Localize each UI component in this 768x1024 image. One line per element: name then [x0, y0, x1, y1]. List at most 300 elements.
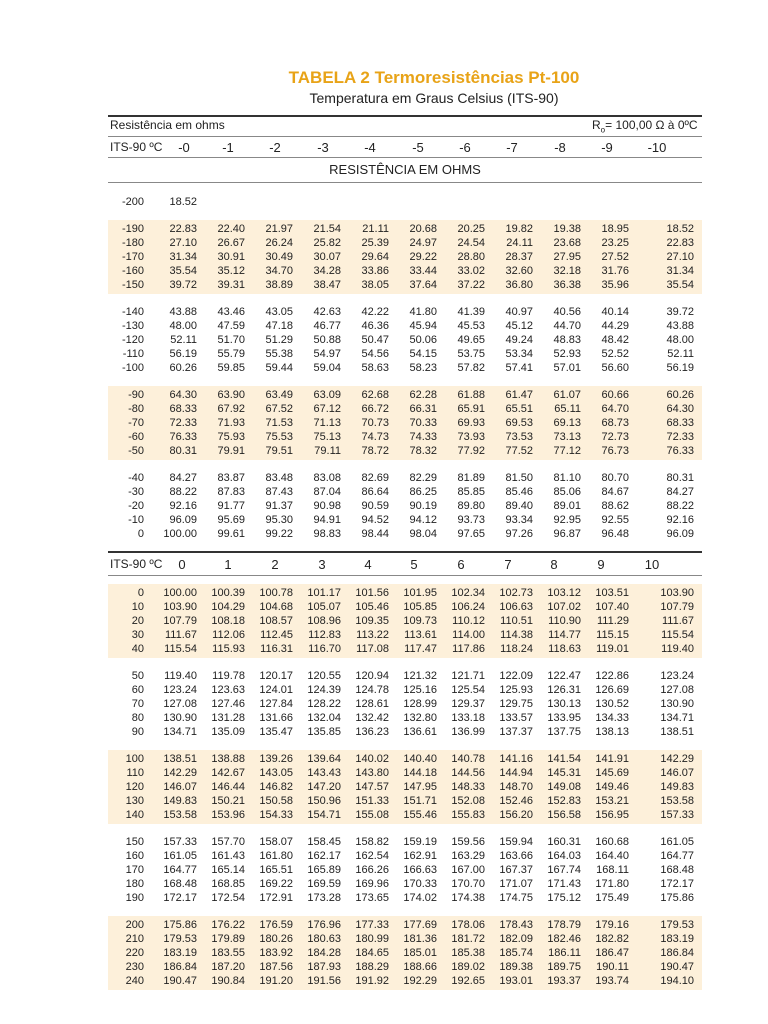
resistance-cell: 135.85: [307, 726, 341, 738]
resistance-cell: 32.60: [505, 265, 533, 277]
resistance-cell: 60.26: [169, 362, 197, 374]
row-temperature: -160: [121, 265, 144, 277]
resistance-cell: 123.24: [660, 670, 694, 682]
resistance-cell: 84.27: [666, 486, 694, 498]
resistance-cell: 124.39: [307, 684, 341, 696]
resistance-cell: 34.70: [265, 265, 293, 277]
resistance-cell: 149.83: [163, 795, 197, 807]
resistance-cell: 152.46: [499, 795, 533, 807]
resistance-cell: 168.48: [660, 864, 694, 876]
resistance-cell: 158.07: [259, 836, 293, 848]
table-row: [108, 600, 702, 614]
resistance-cell: 68.73: [601, 417, 629, 429]
table-row: [108, 946, 702, 960]
resistance-cell: 48.42: [601, 334, 629, 346]
resistance-cell: 91.37: [265, 500, 293, 512]
resistance-cell: 183.19: [163, 947, 197, 959]
column-header: 7: [504, 557, 512, 572]
resistance-cell: 146.44: [211, 781, 245, 793]
resistance-cell: 92.16: [169, 500, 197, 512]
resistance-cell: 54.15: [409, 348, 437, 360]
resistance-cell: 161.05: [163, 850, 197, 862]
resistance-cell: 87.04: [313, 486, 341, 498]
table-row: [108, 250, 702, 264]
resistance-cell: 177.69: [403, 919, 437, 931]
resistance-cell: 180.63: [307, 933, 341, 945]
resistance-cell: 167.37: [499, 864, 533, 876]
resistance-cell: 174.75: [499, 892, 533, 904]
resistance-cell: 156.95: [595, 809, 629, 821]
row-temperature: 0: [137, 587, 144, 599]
resistance-cell: 48.00: [666, 334, 694, 346]
table-row: [108, 416, 702, 430]
resistance-cell: 149.83: [660, 781, 694, 793]
resistance-cell: 89.01: [553, 500, 581, 512]
resistance-cell: 98.83: [313, 528, 341, 540]
resistance-cell: 152.08: [451, 795, 485, 807]
resistance-cell: 35.54: [169, 265, 197, 277]
row-temperature: 190: [125, 892, 144, 904]
resistance-cell: 64.30: [169, 389, 197, 401]
resistance-cell: 113.61: [404, 629, 437, 641]
resistance-cell: 172.91: [259, 892, 293, 904]
resistance-cell: 148.33: [451, 781, 485, 793]
resistance-cell: 83.48: [265, 472, 293, 484]
resistance-cell: 110.51: [500, 615, 533, 627]
table-row: [108, 863, 702, 877]
resistance-cell: 153.96: [211, 809, 245, 821]
resistance-cell: 103.90: [163, 601, 197, 613]
resistance-cell: 118.24: [500, 643, 533, 655]
resistance-cell: 137.37: [499, 726, 533, 738]
resistance-cell: 100.00: [163, 528, 197, 540]
resistance-cell: 73.93: [457, 431, 485, 443]
resistance-cell: 128.99: [403, 698, 437, 710]
resistance-cell: 26.67: [217, 237, 245, 249]
resistance-cell: 114.00: [452, 629, 485, 641]
resistance-cell: 75.53: [265, 431, 293, 443]
resistance-cell: 138.51: [660, 726, 694, 738]
resistance-cell: 126.69: [595, 684, 629, 696]
resistance-cell: 119.78: [212, 670, 245, 682]
resistance-cell: 65.91: [457, 403, 485, 415]
table-title: TABELA 2 Termoresistências Pt-100: [288, 68, 580, 87]
resistance-label: Resistência em ohms: [110, 118, 225, 132]
resistance-cell: 85.06: [553, 486, 581, 498]
resistance-cell: 30.07: [313, 251, 341, 263]
resistance-cell: 62.68: [361, 389, 389, 401]
resistance-cell: 186.84: [163, 961, 197, 973]
resistance-cell: 134.33: [595, 712, 629, 724]
table-row: [108, 319, 702, 333]
resistance-cell: 81.50: [505, 472, 533, 484]
resistance-cell: 135.09: [211, 726, 245, 738]
resistance-cell: 117.86: [452, 643, 485, 655]
resistance-cell: 61.07: [553, 389, 581, 401]
resistance-cell: 172.54: [211, 892, 245, 904]
resistance-cell: 33.86: [361, 265, 389, 277]
table-row: [108, 794, 702, 808]
resistance-cell: 80.31: [169, 445, 197, 457]
row-temperature: 0: [137, 528, 144, 540]
resistance-cell: 92.55: [601, 514, 629, 526]
resistance-cell: 107.02: [547, 601, 581, 613]
resistance-cell: 139.64: [307, 753, 341, 765]
table-row: [108, 347, 702, 361]
resistance-cell: 31.76: [601, 265, 629, 277]
resistance-cell: 84.67: [601, 486, 629, 498]
resistance-cell: 188.66: [403, 961, 437, 973]
resistance-cell: 57.01: [553, 362, 581, 374]
resistance-cell: 19.82: [505, 223, 533, 235]
resistance-cell: 144.18: [403, 767, 437, 779]
resistance-cell: 89.80: [457, 500, 485, 512]
resistance-cell: 21.54: [313, 223, 341, 235]
resistance-cell: 165.89: [307, 864, 341, 876]
resistance-cell: 75.93: [217, 431, 245, 443]
column-header: -10: [647, 140, 667, 155]
resistance-cell: 101.56: [355, 587, 389, 599]
resistance-cell: 167.74: [547, 864, 581, 876]
resistance-cell: 158.82: [355, 836, 389, 848]
ref-r: R: [592, 118, 601, 132]
row-temperature: -90: [128, 389, 144, 401]
resistance-cell: 103.51: [595, 587, 629, 599]
resistance-cell: 144.56: [451, 767, 485, 779]
resistance-cell: 71.53: [265, 417, 293, 429]
table-row: [108, 278, 702, 292]
resistance-cell: 120.94: [355, 670, 389, 682]
resistance-cell: 124.78: [355, 684, 389, 696]
resistance-cell: 112.45: [260, 629, 293, 641]
resistance-cell: 58.63: [361, 362, 389, 374]
resistance-cell: 132.42: [355, 712, 389, 724]
resistance-cell: 38.05: [361, 279, 389, 291]
table-row: [108, 835, 702, 849]
table-row: [108, 444, 702, 458]
resistance-cell: 107.79: [660, 601, 694, 613]
row-temperature: 80: [131, 712, 144, 724]
row-temperature: -100: [121, 362, 144, 374]
resistance-cell: 190.84: [211, 975, 245, 987]
resistance-cell: 103.90: [660, 587, 694, 599]
resistance-cell: 154.33: [259, 809, 293, 821]
resistance-cell: 139.26: [259, 753, 293, 765]
resistance-cell: 157.33: [163, 836, 197, 848]
resistance-cell: 121.32: [403, 670, 437, 682]
resistance-cell: 35.54: [666, 279, 694, 291]
resistance-cell: 184.65: [355, 947, 389, 959]
resistance-cell: 174.02: [403, 892, 437, 904]
resistance-cell: 138.13: [595, 726, 629, 738]
resistance-cell: 22.40: [217, 223, 245, 235]
reference-note: [592, 118, 698, 134]
resistance-cell: 27.10: [666, 251, 694, 263]
resistance-cell: 94.52: [361, 514, 389, 526]
resistance-cell: 161.80: [259, 850, 293, 862]
resistance-cell: 52.11: [170, 334, 197, 346]
resistance-cell: 130.52: [595, 698, 629, 710]
resistance-cell: 54.97: [313, 348, 341, 360]
resistance-cell: 56.60: [601, 362, 629, 374]
resistance-cell: 134.71: [660, 712, 694, 724]
column-header: 9: [597, 557, 605, 572]
resistance-cell: 184.28: [307, 947, 341, 959]
resistance-cell: 185.38: [451, 947, 485, 959]
resistance-cell: 29.22: [409, 251, 437, 263]
resistance-cell: 39.31: [217, 279, 245, 291]
resistance-cell: 186.11: [548, 947, 581, 959]
resistance-cell: 92.95: [553, 514, 581, 526]
header-rule-3: [108, 182, 702, 183]
resistance-cell: 163.66: [499, 850, 533, 862]
resistance-cell: 176.22: [211, 919, 245, 931]
resistance-cell: 114.77: [548, 629, 581, 641]
resistance-cell: 108.57: [259, 615, 293, 627]
row-temperature: -200: [121, 196, 144, 208]
resistance-cell: 141.16: [499, 753, 533, 765]
resistance-cell: 18.52: [169, 196, 197, 208]
resistance-cell: 69.93: [457, 417, 485, 429]
resistance-cell: 176.59: [259, 919, 293, 931]
table-row: [108, 697, 702, 711]
resistance-cell: 58.23: [409, 362, 437, 374]
table-row: [108, 780, 702, 794]
resistance-cell: 30.49: [265, 251, 293, 263]
resistance-cell: 63.49: [265, 389, 293, 401]
resistance-cell: 114.38: [500, 629, 533, 641]
resistance-cell: 105.07: [307, 601, 341, 613]
resistance-cell: 178.79: [547, 919, 581, 931]
resistance-cell: 77.12: [553, 445, 581, 457]
resistance-cell: 146.82: [259, 781, 293, 793]
resistance-cell: 125.54: [451, 684, 485, 696]
resistance-cell: 127.08: [163, 698, 197, 710]
resistance-cell: 95.69: [217, 514, 245, 526]
resistance-cell: 76.33: [169, 431, 197, 443]
resistance-cell: 31.34: [666, 265, 694, 277]
row-temperature: 30: [131, 629, 144, 641]
resistance-cell: 178.06: [451, 919, 485, 931]
resistance-cell: 66.72: [361, 403, 389, 415]
table-row: [108, 333, 702, 347]
row-temperature: 140: [125, 809, 144, 821]
row-temperature: 100: [125, 753, 144, 765]
resistance-cell: 136.23: [355, 726, 389, 738]
pos-top-rule: [108, 551, 702, 553]
resistance-cell: 56.19: [169, 348, 197, 360]
resistance-cell: 44.70: [553, 320, 581, 332]
resistance-cell: 132.80: [403, 712, 437, 724]
resistance-cell: 169.96: [355, 878, 389, 890]
resistance-cell: 175.86: [660, 892, 694, 904]
resistance-cell: 35.12: [217, 265, 245, 277]
resistance-cell: 33.44: [409, 265, 437, 277]
row-temperature: 70: [131, 698, 144, 710]
resistance-cell: 85.85: [457, 486, 485, 498]
table-row: [108, 614, 702, 628]
resistance-cell: 102.73: [499, 587, 533, 599]
resistance-cell: 39.72: [666, 306, 694, 318]
resistance-cell: 30.91: [217, 251, 245, 263]
resistance-cell: 62.28: [409, 389, 437, 401]
resistance-cell: 172.17: [163, 892, 197, 904]
row-temperature: 10: [131, 601, 144, 613]
table-row: [108, 471, 702, 485]
resistance-cell: 79.91: [217, 445, 245, 457]
resistance-cell: 59.85: [217, 362, 245, 374]
resistance-cell: 142.67: [211, 767, 245, 779]
row-temperature: -10: [128, 514, 144, 526]
resistance-cell: 71.93: [217, 417, 245, 429]
resistance-cell: 149.08: [547, 781, 581, 793]
resistance-cell: 111.29: [596, 615, 629, 627]
resistance-cell: 97.65: [457, 528, 485, 540]
resistance-cell: 57.41: [505, 362, 533, 374]
resistance-cell: 69.13: [553, 417, 581, 429]
resistance-cell: 191.56: [307, 975, 341, 987]
table-row: [108, 891, 702, 905]
column-header: 8: [550, 557, 558, 572]
resistance-cell: 140.40: [403, 753, 437, 765]
pos-header-rule: [108, 575, 702, 576]
resistance-cell: 88.62: [601, 500, 629, 512]
row-temperature: 90: [131, 726, 144, 738]
resistance-cell: 47.18: [265, 320, 293, 332]
resistance-cell: 183.92: [259, 947, 293, 959]
resistance-cell: 110.90: [548, 615, 581, 627]
resistance-cell: 162.91: [403, 850, 437, 862]
resistance-cell: 127.46: [211, 698, 245, 710]
row-temperature: -110: [122, 348, 144, 360]
resistance-cell: 119.40: [164, 670, 197, 682]
resistance-cell: 131.66: [259, 712, 293, 724]
resistance-cell: 160.31: [547, 836, 581, 848]
resistance-cell: 170.33: [403, 878, 437, 890]
resistance-cell: 178.43: [499, 919, 533, 931]
resistance-cell: 46.77: [313, 320, 341, 332]
resistance-cell: 171.07: [499, 878, 533, 890]
resistance-cell: 70.73: [361, 417, 389, 429]
resistance-cell: 76.33: [666, 445, 694, 457]
resistance-cell: 153.58: [163, 809, 197, 821]
resistance-cell: 164.77: [163, 864, 197, 876]
resistance-cell: 111.67: [164, 629, 197, 641]
resistance-cell: 117.47: [404, 643, 437, 655]
resistance-cell: 115.54: [164, 643, 197, 655]
row-temperature: 20: [131, 615, 144, 627]
row-temperature: 230: [125, 961, 144, 973]
row-temperature: 120: [125, 781, 144, 793]
resistance-cell: 142.29: [660, 753, 694, 765]
resistance-cell: 67.12: [313, 403, 341, 415]
resistance-cell: 100.78: [259, 587, 293, 599]
column-header: -1: [222, 140, 234, 155]
resistance-cell: 74.33: [409, 431, 437, 443]
row-temperature: -120: [121, 334, 144, 346]
resistance-cell: 187.20: [211, 961, 245, 973]
resistance-cell: 161.43: [211, 850, 245, 862]
column-header: 1: [224, 557, 232, 572]
column-header: -7: [506, 140, 518, 155]
resistance-cell: 142.29: [163, 767, 197, 779]
resistance-cell: 23.68: [553, 237, 581, 249]
resistance-cell: 76.73: [601, 445, 629, 457]
resistance-cell: 67.52: [265, 403, 293, 415]
resistance-cell: 181.72: [451, 933, 485, 945]
resistance-cell: 107.40: [595, 601, 629, 613]
resistance-cell: 27.95: [553, 251, 581, 263]
resistance-cell: 50.88: [313, 334, 341, 346]
resistance-cell: 97.26: [505, 528, 533, 540]
resistance-cell: 98.04: [409, 528, 437, 540]
resistance-cell: 19.38: [553, 223, 581, 235]
row-temperature: -50: [128, 445, 144, 457]
resistance-cell: 163.29: [451, 850, 485, 862]
resistance-cell: 111.67: [661, 615, 694, 627]
resistance-cell: 125.16: [403, 684, 437, 696]
table-row: [108, 849, 702, 863]
resistance-cell: 141.54: [547, 753, 581, 765]
resistance-cell: 162.17: [307, 850, 341, 862]
ref-sub: o: [600, 125, 606, 135]
resistance-cell: 136.61: [403, 726, 437, 738]
resistance-cell: 29.64: [361, 251, 389, 263]
resistance-cell: 155.08: [355, 809, 389, 821]
resistance-cell: 145.69: [595, 767, 629, 779]
resistance-cell: 44.29: [601, 320, 629, 332]
resistance-cell: 43.88: [666, 320, 694, 332]
resistance-cell: 88.22: [666, 500, 694, 512]
resistance-cell: 68.33: [169, 403, 197, 415]
resistance-cell: 171.80: [595, 878, 629, 890]
column-header: 6: [457, 557, 465, 572]
resistance-cell: 189.38: [499, 961, 533, 973]
resistance-cell: 65.11: [554, 403, 581, 415]
resistance-cell: 24.54: [457, 237, 485, 249]
resistance-cell: 96.87: [553, 528, 581, 540]
resistance-cell: 181.36: [403, 933, 437, 945]
resistance-cell: 115.54: [661, 629, 694, 641]
row-temperature: -150: [121, 279, 144, 291]
resistance-cell: 60.26: [666, 389, 694, 401]
resistance-cell: 99.61: [217, 528, 245, 540]
resistance-cell: 150.96: [307, 795, 341, 807]
resistance-cell: 166.63: [403, 864, 437, 876]
resistance-cell: 88.22: [169, 486, 197, 498]
header-rule-1: [108, 136, 702, 137]
resistance-cell: 109.73: [403, 615, 437, 627]
row-temperature: -30: [128, 486, 144, 498]
resistance-cell: 68.33: [666, 417, 694, 429]
resistance-cell: 74.73: [361, 431, 389, 443]
resistance-cell: 22.83: [169, 223, 197, 235]
resistance-cell: 32.18: [553, 265, 581, 277]
resistance-cell: 60.66: [601, 389, 629, 401]
table-row: [108, 499, 702, 513]
table-row: [108, 586, 702, 600]
resistance-cell: 93.34: [505, 514, 533, 526]
resistance-cell: 78.72: [361, 445, 389, 457]
resistance-cell: 115.15: [596, 629, 629, 641]
table-row: [108, 918, 702, 932]
resistance-cell: 168.48: [163, 878, 197, 890]
table-row: [108, 960, 702, 974]
column-header: -6: [459, 140, 471, 155]
resistance-cell: 82.29: [409, 472, 437, 484]
resistance-cell: 86.25: [409, 486, 437, 498]
resistance-cell: 122.09: [499, 670, 533, 682]
